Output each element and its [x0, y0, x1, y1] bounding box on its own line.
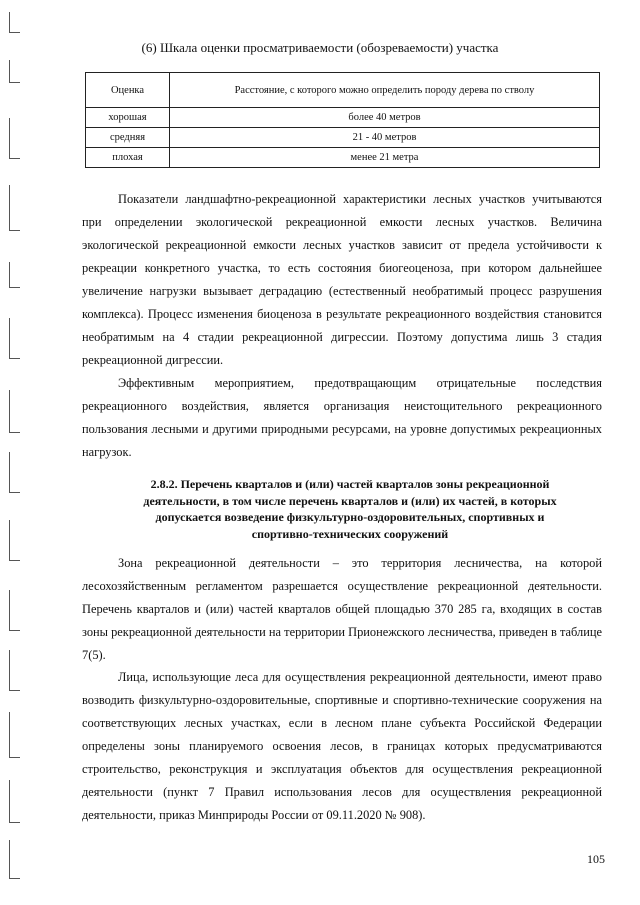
table-cell-distance: более 40 метров [170, 108, 600, 128]
paragraph-effective-measure: Эффективным мероприятием, предотвращающим отрицательные последствия рекреационного воздействия, является организация неистощительного рекреационного пользования лесными и другими природными ресурсами, на уровне допустимых рекреационных нагрузок. [82, 376, 602, 459]
table-cell-rating: хорошая [86, 108, 170, 128]
table-cell-distance: менее 21 метра [170, 148, 600, 168]
visibility-scale-table [85, 72, 600, 168]
column-header-distance: Расстояние, с которого можно определить породу дерева по стволу [170, 73, 600, 108]
paragraph-landscape-indicators: Показатели ландшафтно-рекреационной характеристики лесных участков учитываются при определении экологической рекреационной емкости лесных участков. Величина экологической рекреационной емкости лесных участков зависит от предела устойчивости к рекреации конкретного участка, то есть состояния биогеоценоза, при котором дальнейшее увеличение нагрузки вызывает деградацию (естественный необратимый процесс разрушения комплекса). Процесс изменения биоценоза в результате рекреационного воздействия становится необратимым на 4 стадии рекреационной дигрессии. Поэтому допустима лишь 3 стадия рекреационной дигрессии. [82, 192, 602, 367]
table-header-row [86, 73, 600, 108]
table-row [86, 108, 600, 128]
paragraph-recreation-zone: Зона рекреационной деятельности – это территория лесничества, на которой лесохозяйственным регламентом разрешается осуществление рекреационной деятельности. Перечень кварталов и (или) частей кварталов общей площадью 370 285 га, входящих в состав зоны рекреационной деятельности на территории Прионежского лесничества, приведен в таблице 7(5). [82, 556, 602, 662]
section-heading: 2.8.2. Перечень кварталов и (или) частей кварталов зоны рекреационной деятельности, в том числе перечень кварталов и (или) их частей, в которых допускается возведение физкультурно-оздоровительных, спортивных и спортивно-технических сооружений [143, 477, 557, 541]
column-header-rating: Оценка [86, 73, 170, 108]
table-cell-rating: плохая [86, 148, 170, 168]
table-cell-rating: средняя [86, 128, 170, 148]
table-row [86, 128, 600, 148]
table-row [86, 148, 600, 168]
table-cell-distance: 21 - 40 метров [170, 128, 600, 148]
page-number: 105 [587, 852, 605, 866]
table-caption: (6) Шкала оценки просматриваемости (обозреваемости) участка [141, 40, 499, 55]
paragraph-construction-rights: Лица, использующие леса для осуществления рекреационной деятельности, имеют право возводить физкультурно-оздоровительные, спортивные и спортивно-технические сооружения на соответствующих лесных участках, если в лесном плане субъекта Российской Федерации определены зоны планируемого освоения лесов, в границах которых предусматриваются строительство, реконструкция и эксплуатация объектов для осуществления рекреационной деятельности (пункт 7 Правил использования лесов для осуществления рекреационной деятельности, приказ Минприроды России от 09.11.2020 № 908). [82, 670, 602, 822]
binding-margin-marks [0, 0, 40, 905]
